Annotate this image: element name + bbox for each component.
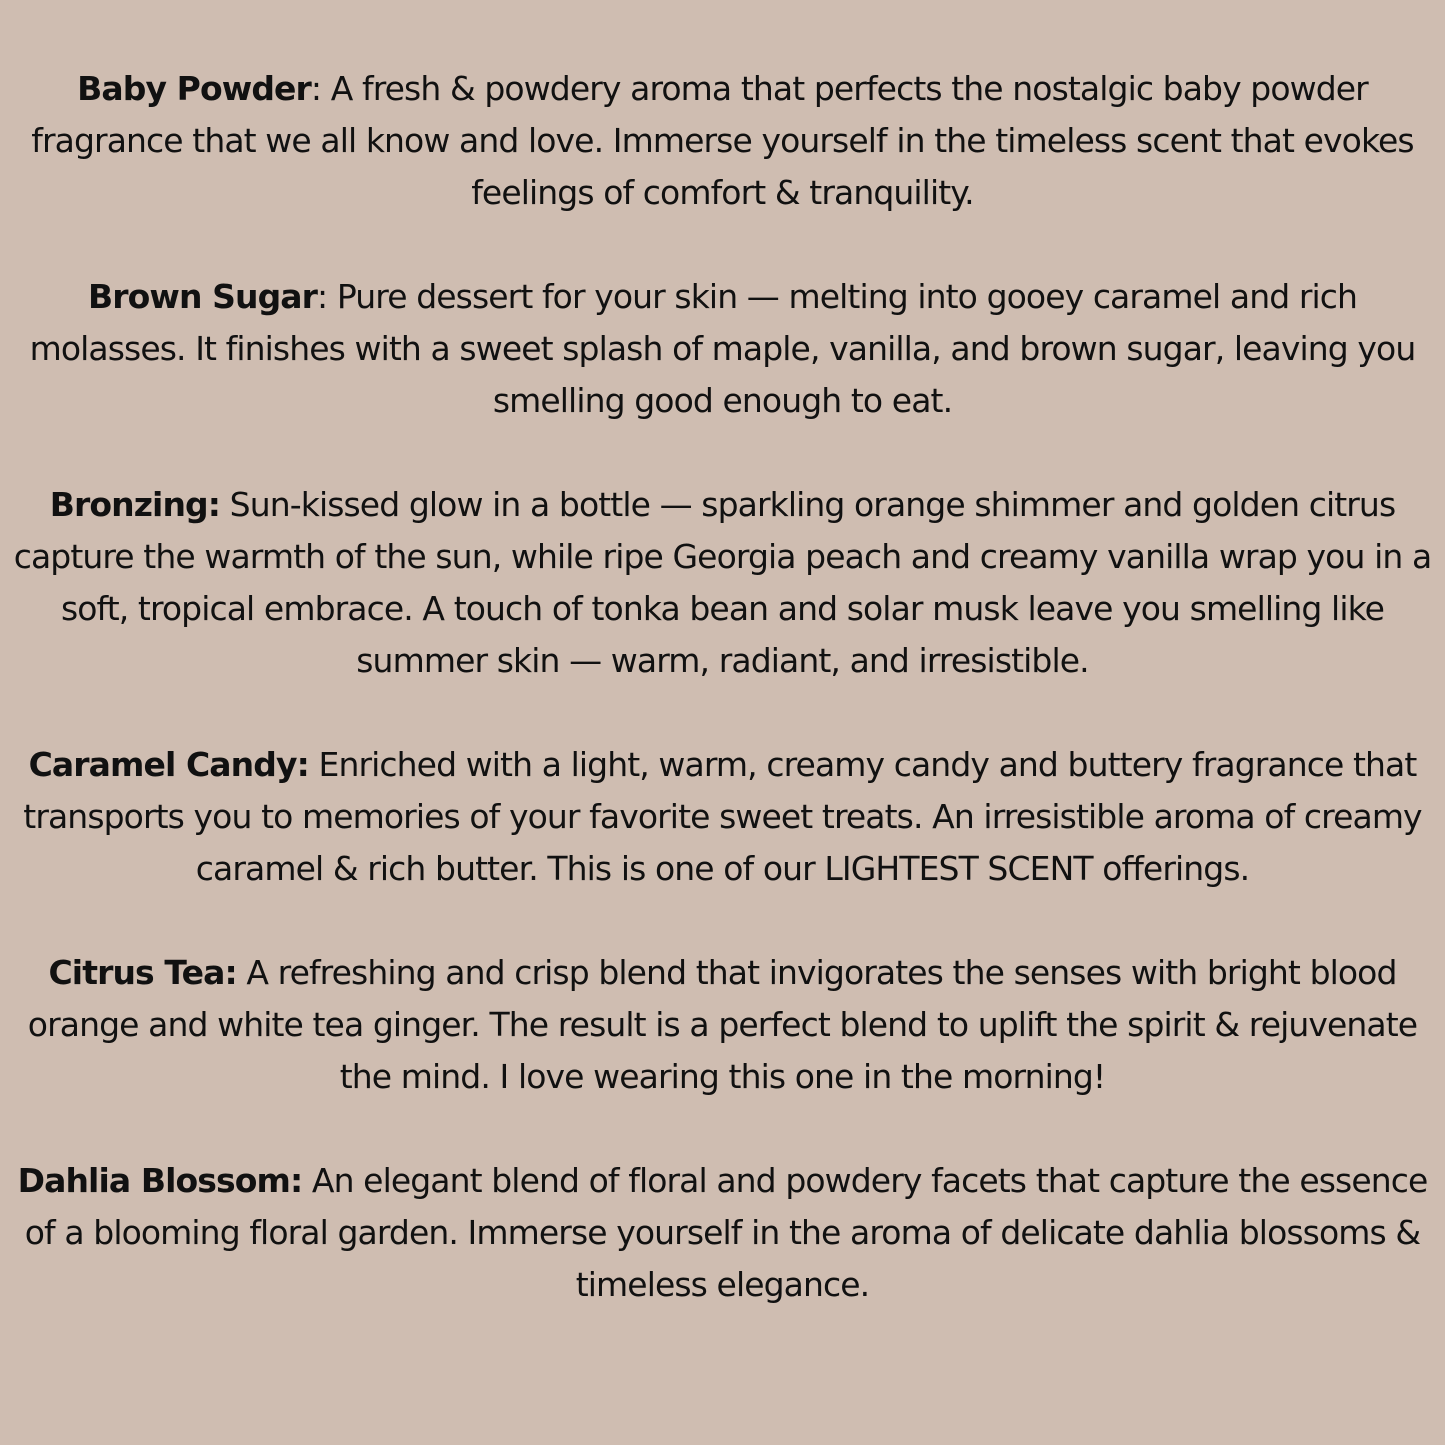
scent-description: A fresh & powdery aroma that perfects the nostalgic baby powder fragrance that we all know and love. Immerse yourself in the timeless scent that evokes feelings of comfort & tranquility. <box>31 69 1414 212</box>
scent-citrus-tea <box>6 947 1439 1103</box>
scent-name: Dahlia Blossom: <box>17 1161 303 1200</box>
scent-name: Citrus Tea: <box>48 953 237 992</box>
scent-caramel-candy <box>6 739 1439 895</box>
scent-baby-powder <box>6 63 1439 219</box>
scent-bronzing <box>6 479 1439 687</box>
scent-separator <box>309 745 319 784</box>
scent-separator <box>220 485 230 524</box>
scent-description: Sun-kissed glow in a bottle — sparkling orange shimmer and golden citrus capture the warmth of the sun, while ripe Georgia peach and creamy vanilla wrap you in a soft, tropical embrace. A touch of tonka bean and solar musk leave you smelling like summer skin — warm, radiant, and irresistible. <box>13 485 1432 680</box>
scent-name: Caramel Candy: <box>28 745 309 784</box>
scent-separator <box>237 953 247 992</box>
scent-separator <box>302 1161 312 1200</box>
scent-description: Enriched with a light, warm, creamy candy and buttery fragrance that transports you to memories of your favorite sweet treats. An irresistible aroma of creamy caramel & rich butter. This is one of our LIGHTEST SCENT offerings. <box>23 745 1422 888</box>
scent-description: Pure dessert for your skin — melting into gooey caramel and rich molasses. It finishes with a sweet splash of maple, vanilla, and brown sugar, leaving you smelling good enough to eat. <box>29 277 1416 420</box>
scent-dahlia-blossom <box>6 1155 1439 1311</box>
scent-name: Bronzing: <box>49 485 221 524</box>
scent-separator: : <box>317 277 337 316</box>
scent-separator: : <box>310 69 331 108</box>
scent-name: Brown Sugar <box>87 277 318 316</box>
scent-name: Baby Powder <box>77 69 311 108</box>
scent-description: A refreshing and crisp blend that invigorates the senses with bright blood orange and white tea ginger. The result is a perfect blend to uplift the spirit & rejuvenate the mind. I love wearing this one in the morning! <box>27 953 1418 1096</box>
scent-description: An elegant blend of floral and powdery facets that capture the essence of a blooming floral garden. Immerse yourself in the aroma of delicate dahlia blossoms & timeless elegance. <box>24 1161 1428 1304</box>
scent-brown-sugar <box>6 271 1439 427</box>
